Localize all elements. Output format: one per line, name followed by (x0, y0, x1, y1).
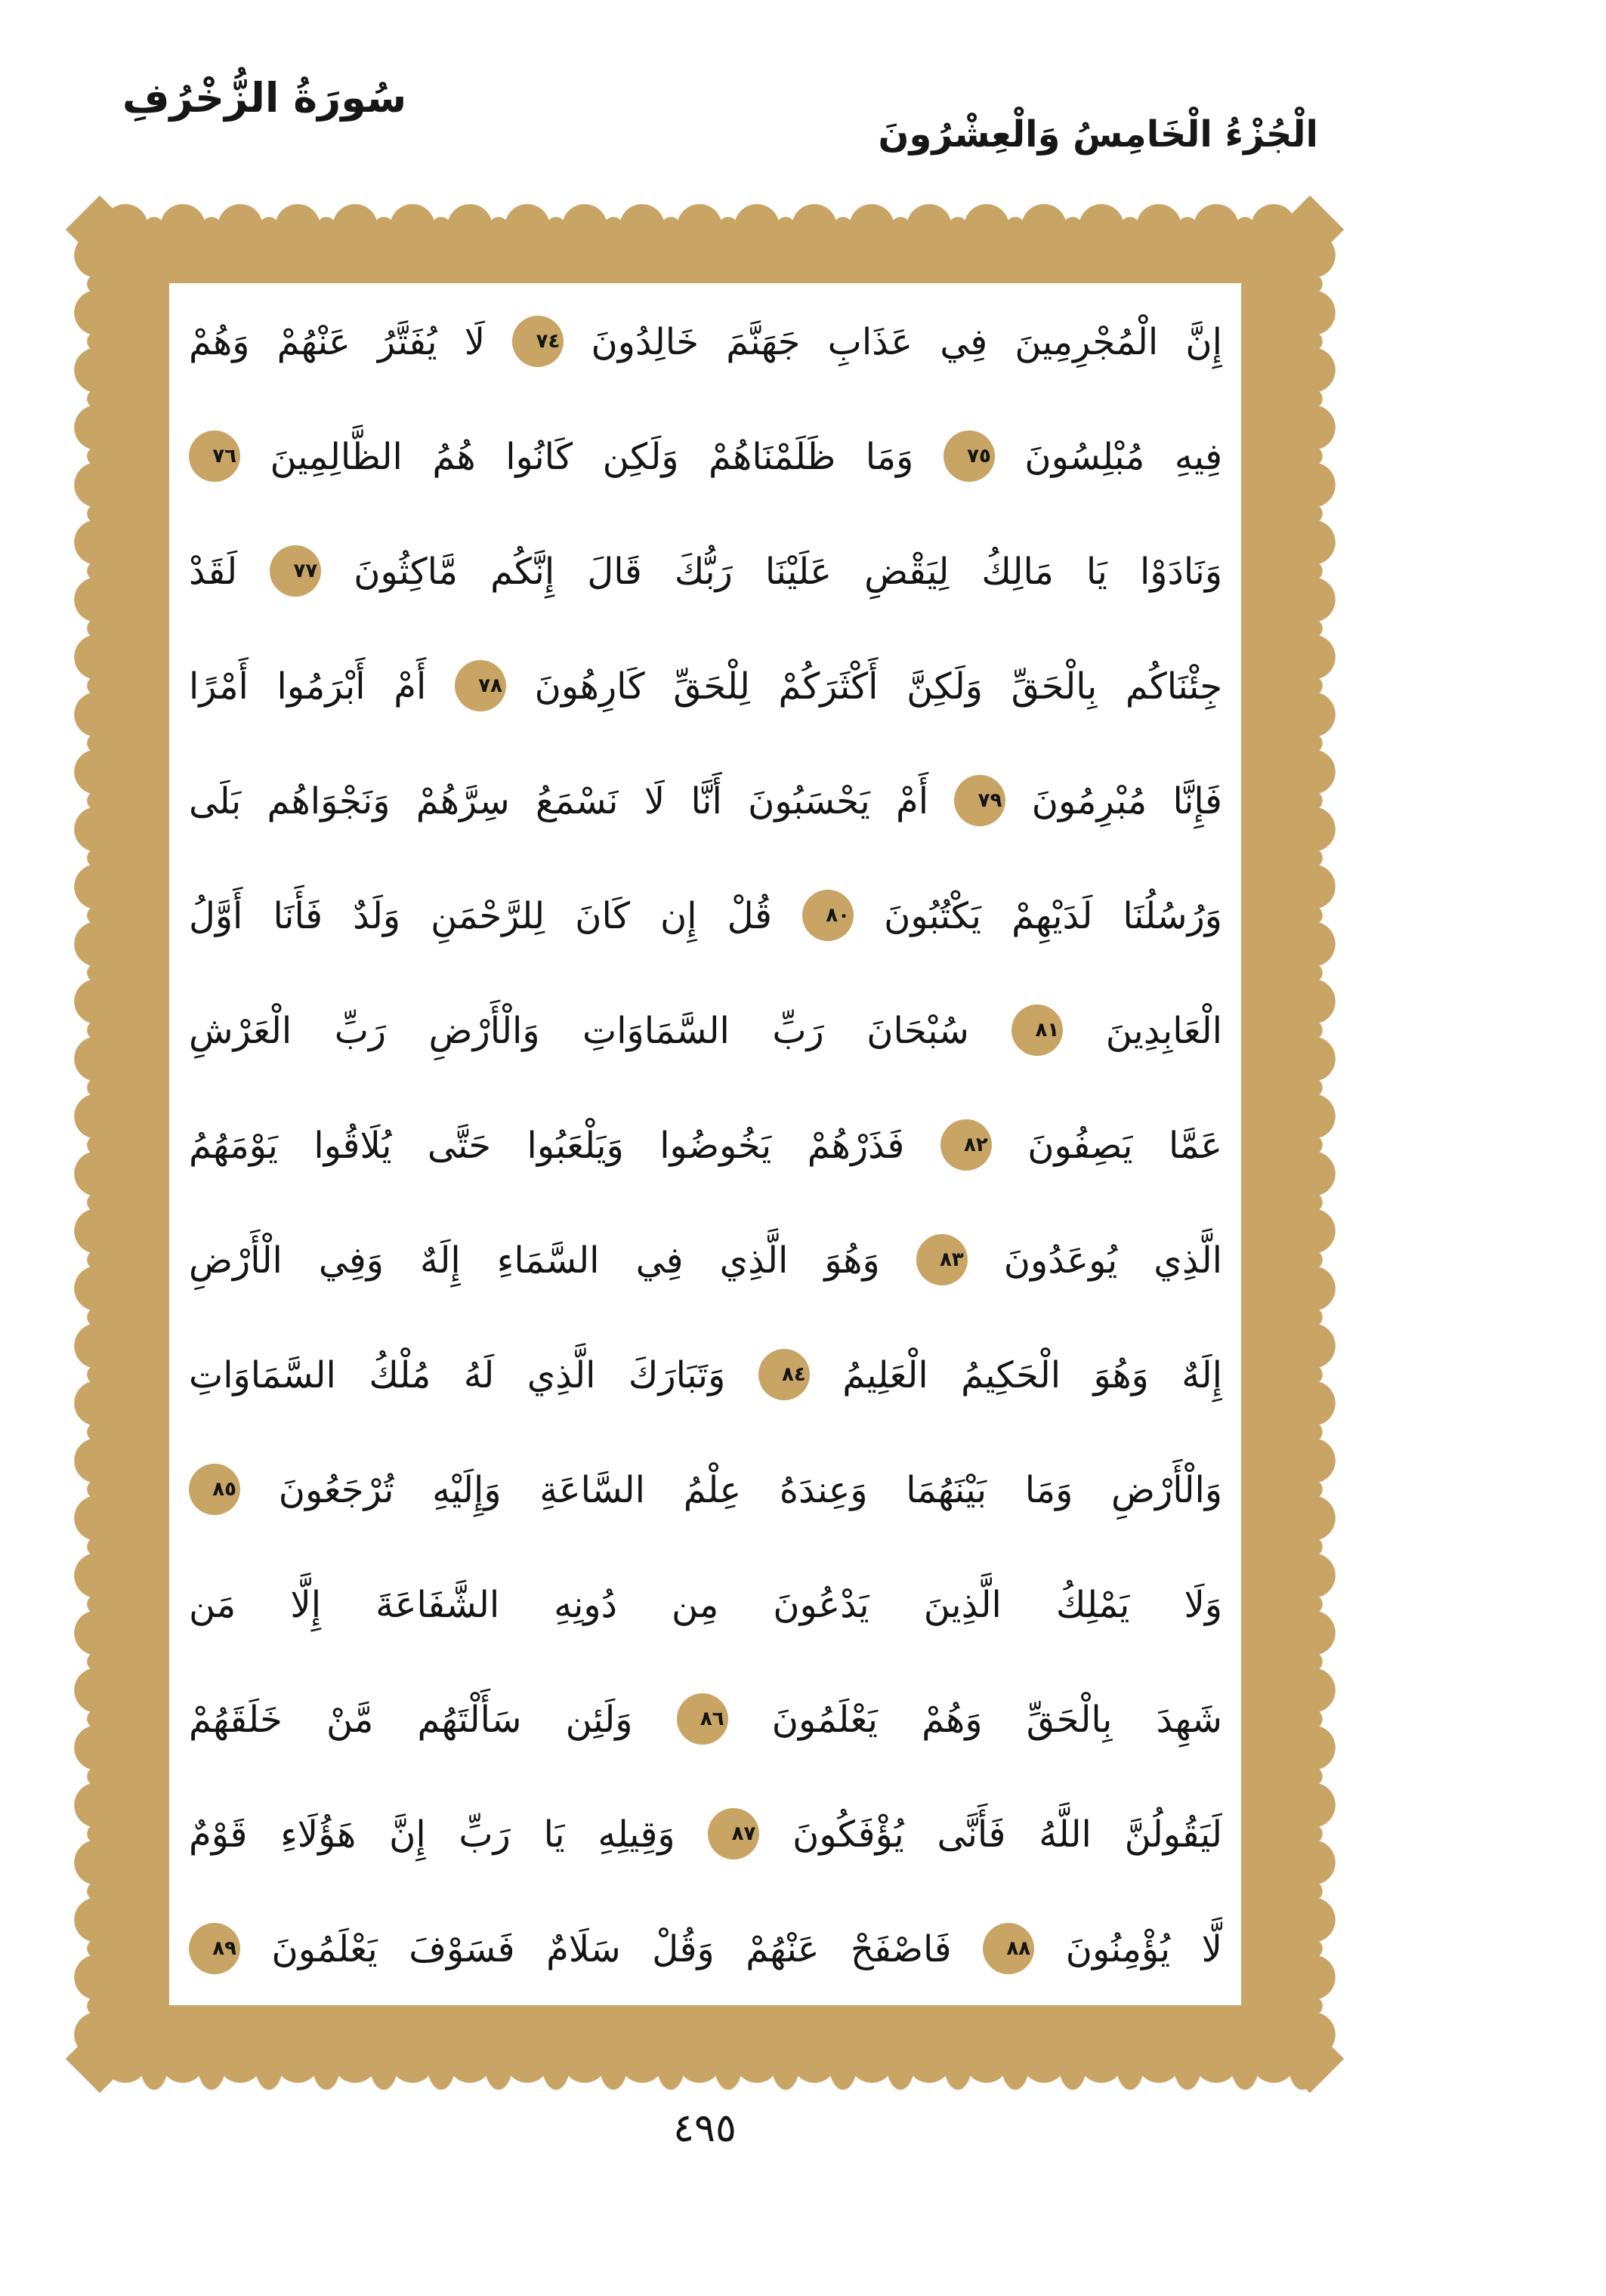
verse-text: لَقَدْ (189, 551, 238, 593)
verse-text: فَإِنَّا مُبْرِمُونَ (1031, 780, 1222, 822)
ayah-marker (677, 1693, 728, 1745)
ayah-number: ٨٨ (1006, 1937, 1031, 1960)
ayah-marker (189, 1464, 240, 1515)
ayah-marker (189, 1923, 240, 1974)
ayah-marker (802, 890, 854, 941)
frame-scallops-right (1313, 227, 1340, 2062)
verse-text: الَّذِي يُوعَدُونَ (1003, 1239, 1222, 1282)
verse-text: فَاصْفَحْ عَنْهُمْ وَقُلْ سَلَامٌ فَسَوْفَ يَعْلَمُونَ (271, 1928, 952, 1970)
verse-text: وَتَبَارَكَ الَّذِي لَهُ مُلْكُ السَّمَاوَاتِ (189, 1354, 726, 1396)
quran-line (189, 400, 1222, 514)
quran-line (189, 285, 1222, 400)
ayah-marker (758, 1349, 810, 1400)
quran-lines (189, 285, 1222, 2007)
quran-line (189, 1088, 1222, 1203)
quran-line (189, 629, 1222, 744)
verse-text: أَمْ أَبْرَمُوا أَمْرًا (189, 665, 427, 708)
ayah-number: ٨٦ (700, 1708, 724, 1730)
ayah-number: ٧٧ (293, 560, 318, 582)
verse-text: إِنَّ الْمُجْرِمِينَ فِي عَذَابِ جَهَنَّمَ خَالِدُونَ (591, 321, 1222, 363)
quran-line (189, 1203, 1222, 1318)
quran-line (189, 1548, 1222, 1662)
ayah-number: ٨٢ (964, 1134, 988, 1156)
ayah-marker (708, 1808, 759, 1859)
ayah-number: ٨٤ (782, 1363, 806, 1386)
verse-text: جِئْنَاكُم بِالْحَقِّ وَلَكِنَّ أَكْثَرَكُمْ لِلْحَقِّ كَارِهُونَ (534, 665, 1222, 708)
ayah-number: ٧٨ (478, 674, 502, 697)
ayah-number: ٨٣ (939, 1248, 964, 1271)
ayah-number: ٧٩ (977, 789, 1002, 812)
quran-line (189, 1777, 1222, 1892)
quran-line (189, 1662, 1222, 1777)
ayah-number: ٧٦ (212, 445, 236, 468)
verse-text: فِيهِ مُبْلِسُونَ (1024, 436, 1222, 478)
verse-text: وَقِيلِهِ يَا رَبِّ إِنَّ هَؤُلَاءِ قَوْمٌ (189, 1813, 675, 1856)
ayah-number: ٨٠ (826, 904, 851, 927)
ayah-number: ٨٥ (212, 1478, 236, 1501)
ayah-number: ٨٩ (212, 1937, 236, 1960)
verse-text: لَا يُفَتَّرُ عَنْهُمْ وَهُمْ (189, 321, 486, 363)
quran-line (189, 974, 1222, 1088)
verse-text: قُلْ إِن كَانَ لِلرَّحْمَنِ وَلَدٌ فَأَنَا أَوَّلُ (189, 895, 772, 937)
quran-line (189, 1318, 1222, 1433)
verse-text: وَمَا ظَلَمْنَاهُمْ وَلَكِن كَانُوا هُمُ الظَّالِمِينَ (270, 436, 914, 478)
quran-line (189, 514, 1222, 629)
verse-text: وَلَئِن سَأَلْتَهُم مَّنْ خَلَقَهُمْ (189, 1699, 633, 1741)
verse-text: عَمَّا يَصِفُونَ (1027, 1125, 1222, 1167)
ayah-marker (1011, 1004, 1063, 1056)
surah-title: سُورَةُ الزُّخْرُفِ (122, 74, 407, 122)
quran-line (189, 1892, 1222, 2007)
ayah-marker (916, 1234, 968, 1285)
ayah-number: ٨٧ (731, 1822, 756, 1845)
ayah-marker (983, 1923, 1034, 1974)
verse-text: وَرُسُلُنَا لَدَيْهِمْ يَكْتُبُونَ (884, 895, 1222, 937)
verse-text: وَنَادَوْا يَا مَالِكُ لِيَقْضِ عَلَيْنَا رَبُّكَ قَالَ إِنَّكُم مَّاكِثُونَ (354, 551, 1222, 593)
ayah-marker (944, 430, 995, 482)
verse-text: وَهُوَ الَّذِي فِي السَّمَاءِ إِلَهٌ وَفِي الْأَرْضِ (189, 1239, 880, 1282)
page-number: ٤٩٥ (673, 2106, 737, 2151)
ayah-marker (512, 316, 564, 367)
verse-text: أَمْ يَحْسَبُونَ أَنَّا لَا نَسْمَعُ سِرَّهُمْ وَنَجْوَاهُم بَلَى (189, 780, 929, 822)
quran-line (189, 1433, 1222, 1548)
verse-text: وَلَا يَمْلِكُ الَّذِينَ يَدْعُونَ مِن دُونِهِ الشَّفَاعَةَ إِلَّا مَن (189, 1584, 1222, 1626)
ayah-number: ٧٥ (967, 445, 991, 468)
frame-scallops-top (97, 199, 1313, 227)
verse-text: لَيَقُولُنَّ اللَّهُ فَأَنَّى يُؤْفَكُونَ (792, 1813, 1222, 1856)
ayah-marker (270, 545, 321, 597)
verse-text: فَذَرْهُمْ يَخُوضُوا وَيَلْعَبُوا حَتَّى يُلَاقُوا يَوْمَهُمُ (189, 1125, 905, 1167)
ayah-marker (455, 660, 506, 711)
ayah-number: ٨١ (1035, 1019, 1060, 1042)
verse-text: لَّا يُؤْمِنُونَ (1065, 1928, 1222, 1970)
frame-scallops-left (69, 227, 97, 2062)
verse-text: سُبْحَانَ رَبِّ السَّمَاوَاتِ وَالْأَرْضِ رَبِّ الْعَرْشِ (189, 1010, 969, 1052)
verse-text: وَالْأَرْضِ وَمَا بَيْنَهُمَا وَعِندَهُ عِلْمُ السَّاعَةِ وَإِلَيْهِ تُرْجَعُونَ (278, 1469, 1222, 1511)
verse-text: شَهِدَ بِالْحَقِّ وَهُمْ يَعْلَمُونَ (771, 1699, 1222, 1741)
quran-line (189, 744, 1222, 859)
ayah-marker (940, 1119, 992, 1171)
quran-line (189, 859, 1222, 974)
verse-text: إِلَهٌ وَهُوَ الْحَكِيمُ الْعَلِيمُ (842, 1354, 1222, 1396)
ayah-marker (189, 430, 240, 482)
ayah-number: ٧٤ (536, 330, 561, 353)
verse-text: الْعَابِدِينَ (1105, 1010, 1222, 1052)
frame-scallops-bottom (97, 2060, 1313, 2092)
juz-title: الْجُزْءُ الْخَامِسُ وَالْعِشْرُونَ (878, 113, 1318, 156)
ayah-marker (954, 775, 1005, 826)
